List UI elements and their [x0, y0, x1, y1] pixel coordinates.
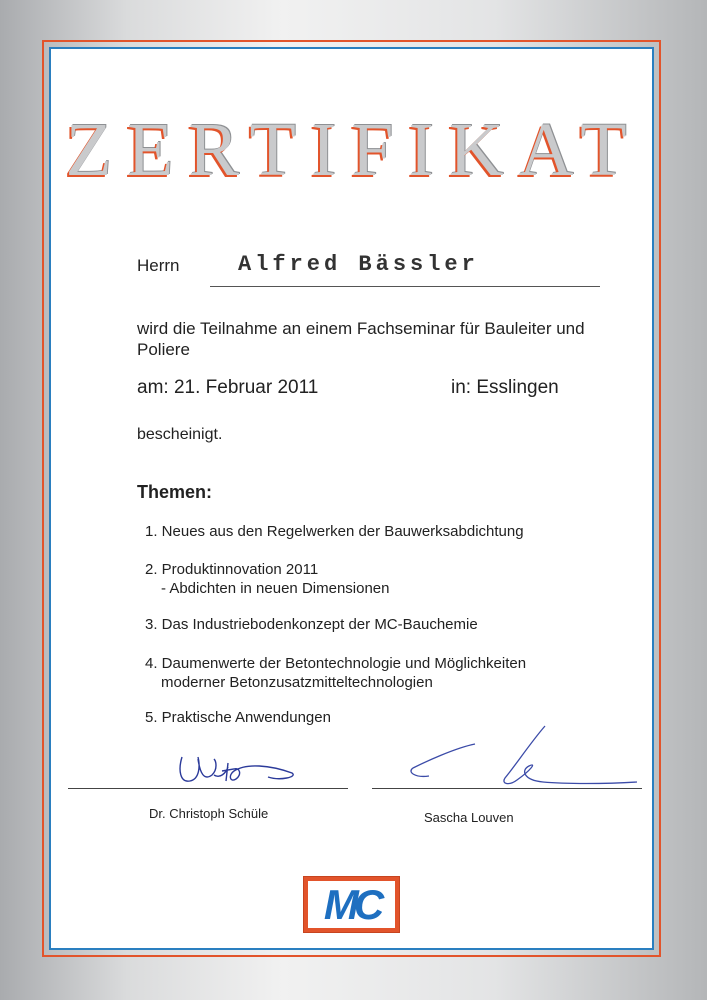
certificate-title: ZERTIFIKAT — [65, 108, 642, 192]
signature-line-left — [68, 788, 348, 789]
topic-item-1 — [145, 522, 524, 541]
topic-item-3 — [145, 615, 478, 634]
topic-line: 4. Daumenwerte der Betontechnologie und Möglichkeiten — [145, 655, 527, 672]
topic-subline: moderner Betonzusatzmitteltechnologien — [161, 674, 433, 691]
mc-logo — [303, 876, 400, 933]
topic-item-5 — [145, 708, 331, 727]
intro-text: wird die Teilnahme an einem Fachseminar für Bauleiter und Poliere — [137, 319, 585, 359]
signatory-name-1: Dr. Christoph Schüle — [149, 806, 269, 821]
date-label: am: 21. Februar 2011 — [137, 377, 319, 398]
recipient-underline — [210, 286, 600, 287]
location-label: in: Esslingen — [451, 377, 559, 398]
topic-item-2 — [145, 560, 390, 598]
signatory-name-2: Sascha Louven — [424, 810, 514, 825]
topics-heading: Themen: — [137, 482, 213, 502]
recipient-name: Alfred Bässler — [238, 252, 479, 277]
salutation: Herrn — [137, 256, 180, 275]
topic-item-4 — [145, 654, 526, 692]
topic-subline: - Abdichten in neuen Dimensionen — [161, 580, 390, 597]
confirmation-text: bescheinigt. — [137, 426, 223, 443]
topic-line: 3. Das Industriebodenkonzept der MC-Bauchemie — [145, 616, 478, 633]
signature-line-right — [372, 788, 642, 789]
topic-line: 5. Praktische Anwendungen — [145, 709, 331, 726]
topic-line: 1. Neues aus den Regelwerken der Bauwerksabdichtung — [145, 523, 524, 540]
signature-louven — [405, 722, 645, 802]
topic-line: 2. Produktinnovation 2011 — [145, 561, 319, 578]
mc-logo-text: MC — [308, 881, 395, 928]
